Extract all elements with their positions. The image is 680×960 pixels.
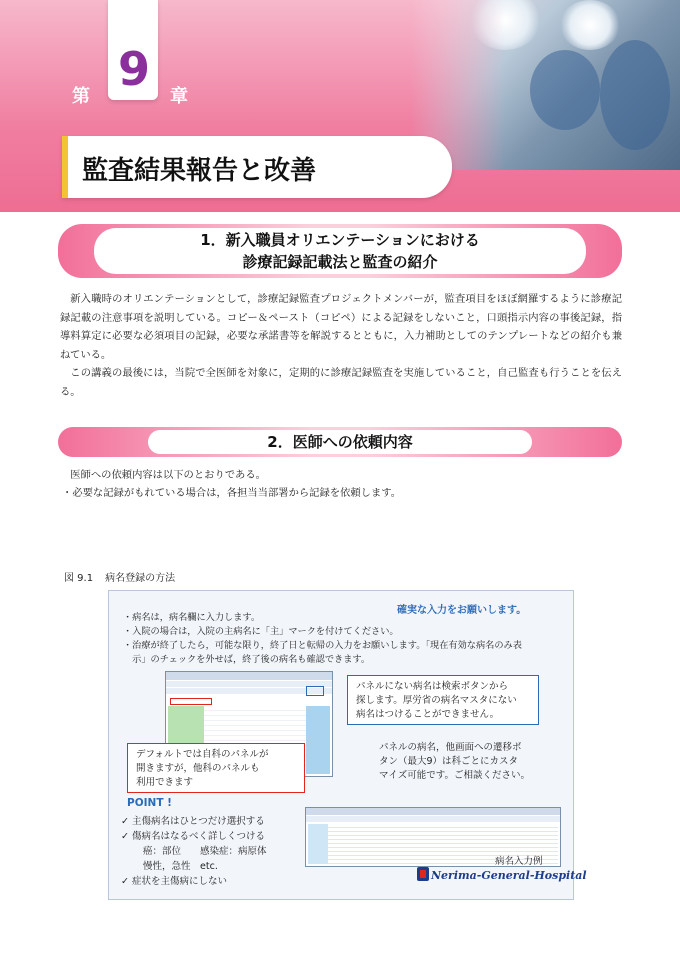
chapter-header (0, 0, 680, 212)
customize-note (379, 741, 549, 783)
callout-line: パネルにない病名は検索ボタンから (356, 681, 509, 692)
point-item: ✓ 症状を主傷病にしない (121, 876, 227, 887)
instruction-line: ・病名は，病名欄に入力します。 (123, 612, 261, 623)
point-title: POINT ! (127, 797, 172, 809)
section1-heading (58, 224, 622, 278)
instruction-line: ・治療が終了したら，可能な限り，終了日と転帰の入力をお願いします。「現在有効な病名のみ表 (123, 640, 522, 651)
section2-heading-text: 2．医師への依頼内容 (148, 430, 532, 454)
panel-highlight (170, 698, 212, 705)
figure-caption (64, 569, 175, 584)
note-line: タン（最大9）は科ごとにカスタ (379, 756, 519, 767)
search-button-highlight (306, 686, 324, 696)
section2-paragraph: ・必要な記録がもれている場合は，各担当当部署から記録を依頼します。 (62, 487, 402, 499)
point-item: 慢性，急性 etc. (121, 861, 218, 872)
callout-line: 探します。厚労省の病名マスタにない (356, 695, 517, 706)
callout-line: 開きますが，他科のパネルも (136, 763, 260, 774)
figure-number: 図 9.1 (64, 573, 94, 584)
instruction-line: ・入院の場合は，入院の主病名に「主」マークを付けてください。 (123, 626, 399, 637)
surgery-photo (410, 0, 680, 170)
note-line: パネルの病名，他画面への遷移ボ (379, 742, 522, 753)
chapter-title-bar (62, 136, 452, 198)
hospital-name: Nerima-General-Hospital (431, 869, 587, 882)
callout-line: 病名はつけることができません。 (356, 709, 500, 720)
section2-paragraph: 医師への依頼内容は以下のとおりである。 (70, 469, 266, 481)
input-example-label: 病名入力例 (495, 856, 543, 867)
note-line: マイズ可能です。ご相談ください。 (379, 770, 530, 781)
section1-paragraph: 新入職時のオリエンテーションとして，診療記録監査プロジェクトメンバーが，監査項目をほぼ網羅するように診療記録記載の注意事項を説明している。コピー＆ペースト（コピペ）による記録をしないこと，口頭指示内容の事後記録，指導料算定に必要な必須項目の記録，必要な承諾書等を解説するとともに，入力補助としてのテンプレートなどの紹介も兼ねている。 (60, 293, 622, 361)
figure-note: 確実な入力をお願いします。 (397, 605, 527, 616)
search-button-callout (347, 675, 539, 725)
callout-line: 利用できます (136, 777, 194, 788)
point-item: ✓ 傷病名はなるべく詳しくつける (121, 831, 265, 842)
hospital-logo-icon (417, 867, 429, 881)
chapter-title: 監査結果報告と改善 (82, 156, 317, 186)
chapter-prefix: 第 (72, 86, 90, 107)
figure-caption-text: 病名登録の方法 (105, 573, 176, 584)
section1-heading-line2: 診療記録記載法と監査の紹介 (242, 253, 438, 271)
chapter-suffix: 章 (170, 86, 188, 107)
figure-9-1 (108, 590, 587, 900)
point-item: 癌：部位 感染症：病原体 (121, 846, 267, 857)
section1-paragraph: この講義の最後には，当院で全医師を対象に，定期的に診療記録監査を実施していること，自己監査も行うことを伝える。 (60, 367, 622, 398)
instruction-line: 示」のチェックを外せば，終了後の病名も確認できます。 (123, 654, 371, 665)
panel-callout (127, 743, 305, 793)
point-item: ✓ 主傷病名はひとつだけ選択する (121, 816, 265, 827)
section2-heading (58, 427, 622, 457)
chapter-number: 9 (117, 42, 150, 96)
callout-line: デフォルトでは自科のパネルが (136, 749, 269, 760)
section1-heading-line1: 1．新入職員オリエンテーションにおける (200, 231, 480, 249)
